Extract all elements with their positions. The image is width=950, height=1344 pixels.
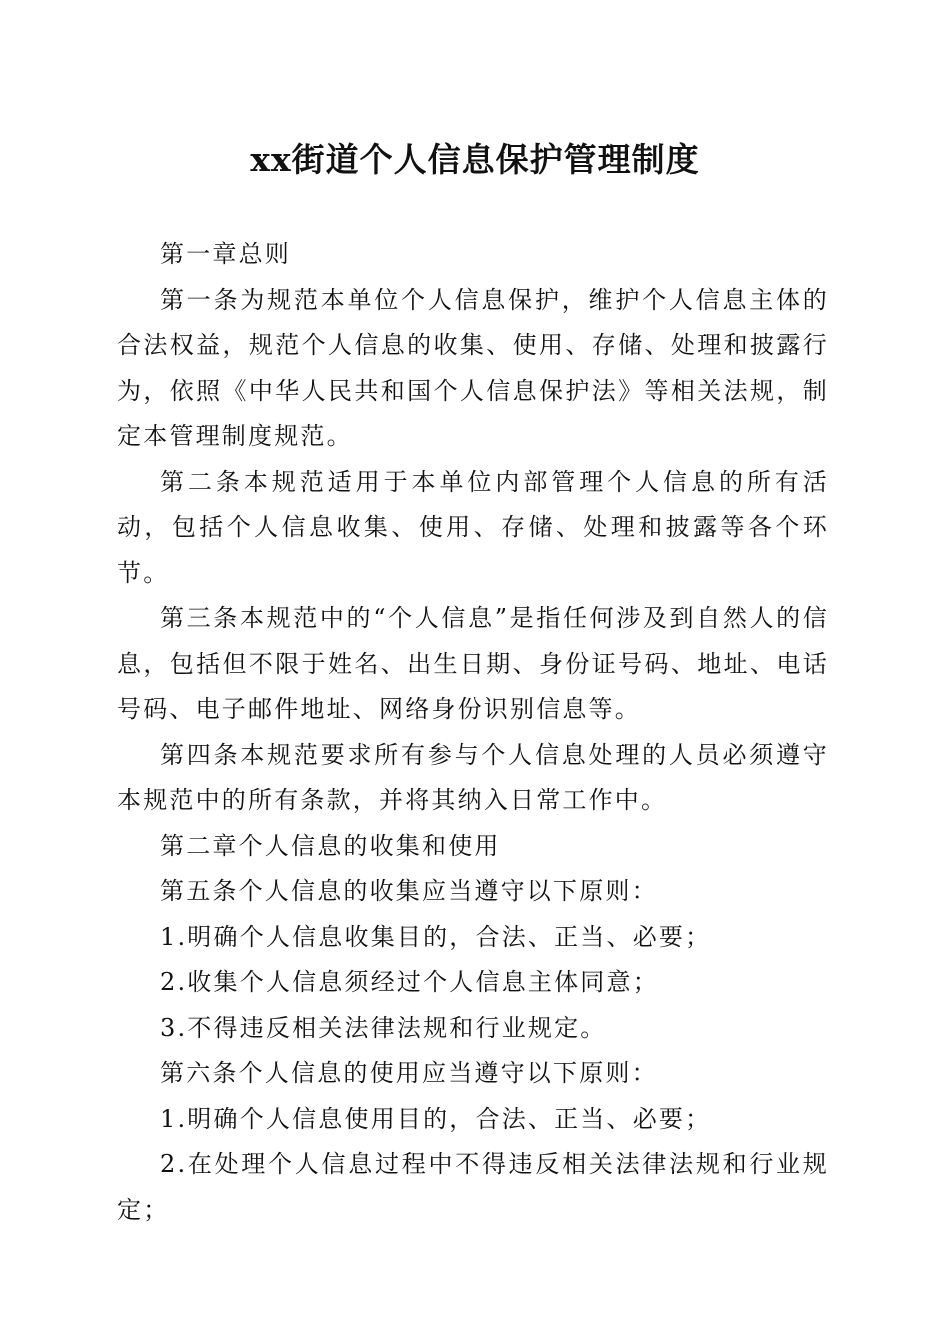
list-item: 2.收集个人信息须经过个人信息主体同意； [160, 968, 659, 996]
article-paragraph: 第三条本规范中的“个人信息”是指任何涉及到自然人的信息，包括但不限于姓名、出生日期、身份证号码、地址、电话号码、电子邮件地址、网络身份识别信息等。 [117, 604, 829, 723]
list-item: 1.明确个人信息使用目的，合法、正当、必要； [160, 1104, 712, 1133]
document-title: xx街道个人信息保护管理制度 [250, 140, 700, 179]
article-paragraph: 第二条本规范适用于本单位内部管理个人信息的所有活动，包括个人信息收集、使用、存储、处理和披露等各个环节。 [117, 467, 829, 587]
list-item: 2.在处理个人信息过程中不得违反相关法律法规和行业规定； [117, 1150, 829, 1224]
article-paragraph: 第一条为规范本单位个人信息保护，维护个人信息主体的合法权益，规范个人信息的收集、使用、存储、处理和披露行为，依照《中华人民共和国个人信息保护法》等相关法规，制定本管理制度规范。 [117, 285, 829, 450]
chapter-heading: 第一章总则 [160, 240, 291, 268]
article-paragraph: 第四条本规范要求所有参与个人信息处理的人员必须遵守本规范中的所有条款，并将其纳入日常工作中。 [117, 740, 829, 814]
chapter-heading: 第二章个人信息的收集和使用 [160, 831, 501, 860]
article-paragraph: 第五条个人信息的收集应当遵守以下原则： [160, 877, 658, 905]
document-body [117, 232, 829, 1233]
article-paragraph: 第六条个人信息的使用应当遵守以下原则： [160, 1059, 658, 1087]
list-item: 3.不得违反相关法律法规和行业规定。 [160, 1013, 607, 1042]
list-item: 1.明确个人信息收集目的，合法、正当、必要； [160, 922, 712, 951]
